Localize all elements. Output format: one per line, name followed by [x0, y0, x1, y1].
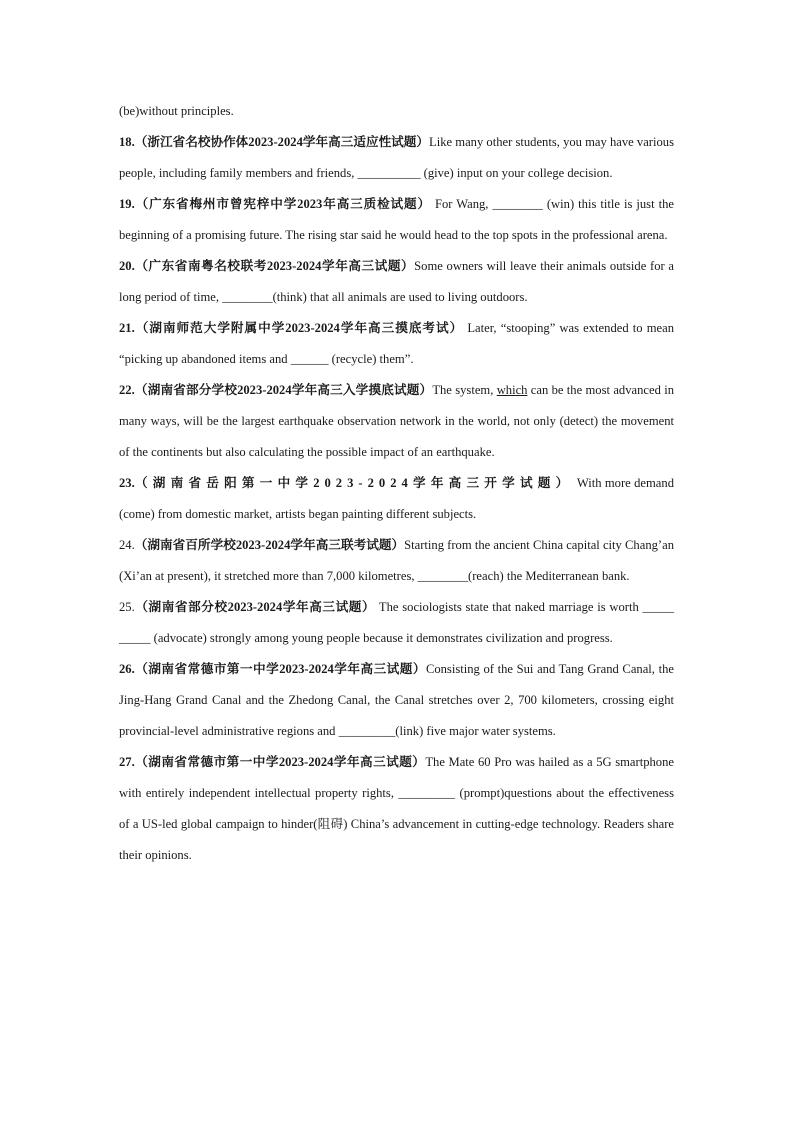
question-number: 19.	[119, 197, 135, 211]
question-source: （广东省南粤名校联考2023-2024学年高三试题）	[134, 259, 415, 273]
question-number: 21.	[119, 321, 135, 335]
question-26	[119, 654, 674, 747]
question-21	[119, 313, 674, 375]
question-source: （湖南省部分校2023-2024学年高三试题）	[134, 600, 376, 614]
question-text: (link) five major water systems.	[395, 724, 556, 738]
question-text: (think) that all animals are used to living outdoors.	[272, 290, 528, 304]
question-source: （湖南省常德市第一中学2023-2024学年高三试题）	[134, 662, 426, 676]
question-text: Starting from the ancient China capital city Chang’an (Xi’an at present), it stretched more than 7,000 kilometres,	[119, 538, 674, 583]
question-number: 26.	[119, 662, 135, 676]
question-number: 24.	[119, 538, 135, 552]
question-source: （湖南师范大学附属中学2023-2024学年高三摸底考试）	[134, 321, 464, 335]
question-25	[119, 592, 674, 654]
answer-blank: __________	[357, 166, 421, 180]
question-number: 22.	[119, 383, 135, 397]
question-number: 23.	[119, 476, 135, 490]
question-source: （湖南省常德市第一中学2023-2024学年高三试题）	[134, 755, 426, 769]
answer-blank: _____ _____	[119, 600, 674, 645]
question-23	[119, 468, 674, 530]
answer-blank: _________	[398, 786, 456, 800]
question-number: 25.	[119, 600, 135, 614]
question-text: The Mate 60 Pro was hailed as a 5G smartphone with entirely independent intellectual property rights,	[119, 755, 674, 800]
question-22	[119, 375, 674, 468]
question-text: Consisting of the Sui and Tang Grand Canal, the Jing-Hang Grand Canal and the Zhedong Canal, the Canal stretches over 2, 700 kilometers, crossing eight provincial-level administrative regions and	[119, 662, 674, 738]
question-text: For Wang,	[430, 197, 493, 211]
answer-blank: _________	[338, 724, 396, 738]
lead-line	[119, 96, 674, 127]
question-list	[119, 96, 674, 871]
question-24	[119, 530, 674, 592]
lead-text: (be)without principles.	[119, 104, 234, 118]
question-text: can be the most advanced in many ways, will be the largest earthquake observation network in the world, not only (detect) the movement of the continents but also calculating the possible impact of an earthquake.	[119, 383, 674, 459]
answer-blank: ________	[417, 569, 469, 583]
question-text: (reach) the Mediterranean bank.	[468, 569, 630, 583]
question-number: 20.	[119, 259, 135, 273]
question-text: The sociologists state that naked marriage is worth	[375, 600, 643, 614]
question-text: Later, “stooping” was extended to mean “picking up abandoned items and	[119, 321, 674, 366]
question-number: 27.	[119, 755, 135, 769]
question-text: (prompt)questions about the effectiveness of a US-led global campaign to hinder(阻碍) China’s advancement in cutting-edge technology. Readers share their opinions.	[119, 786, 674, 862]
question-18	[119, 127, 674, 189]
question-27	[119, 747, 674, 871]
question-text: Like many other students, you may have various people, including family members and friends,	[119, 135, 674, 180]
question-text: (give) input on your college decision.	[420, 166, 613, 180]
question-text: With more demand (come) from domestic market, artists began painting different subjects.	[119, 476, 674, 521]
answer-blank: ______	[290, 352, 329, 366]
question-source: （广东省梅州市曾宪梓中学2023年高三质检试题）	[134, 197, 431, 211]
answer-blank: ________	[222, 290, 273, 304]
question-text: (win) this title is just the beginning of a promising future. The rising star said he would head to the top spots in the professional arena.	[119, 197, 674, 242]
question-text: (advocate) strongly among young people because it demonstrates civilization and progress.	[150, 631, 613, 645]
question-text: (recycle) them”.	[328, 352, 414, 366]
question-source: （浙江省名校协作体2023-2024学年高三适应性试题）	[134, 135, 430, 149]
question-source: （湖南省百所学校2023-2024学年高三联考试题）	[134, 538, 405, 552]
answer-blank: ________	[492, 197, 543, 211]
question-source: （湖南省岳阳第一中学2023-2024学年高三开学试题）	[134, 476, 574, 490]
question-19	[119, 189, 674, 251]
question-text: Some owners will leave their animals outside for a long period of time,	[119, 259, 674, 304]
question-20	[119, 251, 674, 313]
underlined-word: which	[496, 383, 528, 397]
question-source: （湖南省部分学校2023-2024学年高三入学摸底试题）	[134, 383, 433, 397]
question-number: 18.	[119, 135, 135, 149]
question-text: The system,	[432, 383, 497, 397]
